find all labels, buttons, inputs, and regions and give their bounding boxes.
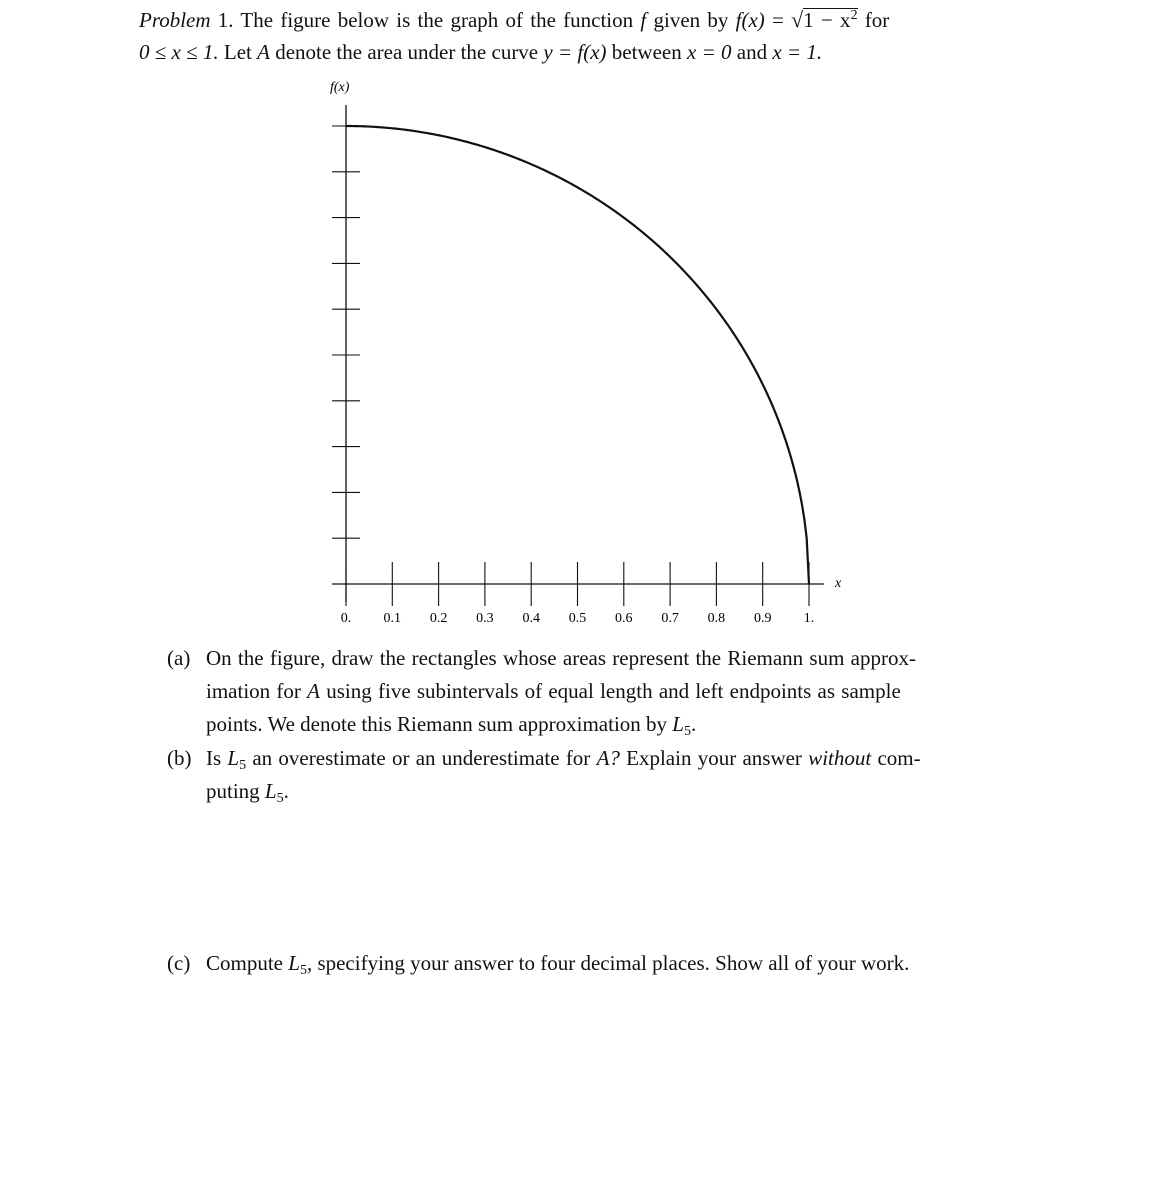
problem-line-2 — [139, 42, 822, 63]
function-notation: f(x) — [735, 8, 765, 32]
problem-label: Problem — [139, 8, 211, 32]
area-description: denote the area under the curve — [275, 40, 539, 64]
x-tick-label: 0.6 — [615, 611, 633, 626]
y-axis-label: f(x) — [330, 80, 350, 95]
sqrt-argument: $1 - x^2$ — [803, 8, 858, 32]
upper-bound: x = 1. — [772, 40, 823, 64]
x-ticks — [341, 562, 815, 626]
part-a-label: (a) — [167, 646, 191, 670]
x-tick-label: 0.1 — [383, 611, 402, 626]
x-tick-label: 0.9 — [753, 611, 772, 626]
part-c-label: (c) — [167, 951, 191, 975]
x-tick-label: 1. — [803, 611, 815, 626]
problem-intro: The figure below is the graph of the function — [240, 8, 634, 32]
curve-equation: y = f(x) — [543, 40, 607, 64]
part-a-line-2: imation for A using five subintervals of equal length and left endpoints as sample — [206, 679, 901, 703]
domain-inequality: 0 ≤ x ≤ 1. — [139, 40, 219, 64]
part-b-label: (b) — [167, 746, 192, 770]
and-text: and — [736, 40, 768, 64]
part-c-line-1: Compute $L_5$, specifying your answer to four decimal places. Show all of your work. — [206, 951, 910, 978]
equals-sign: = — [772, 8, 784, 32]
between-text: between — [611, 40, 682, 64]
function-graph — [320, 75, 860, 635]
x-tick-label: 0.4 — [522, 611, 540, 626]
part-c-text — [206, 951, 910, 978]
part-b-line-2: puting $L_5$. — [206, 779, 289, 806]
part-b-line-1: Is $L_5$ an overestimate or an underestimate for A? Explain your answer without com- — [206, 746, 921, 773]
problem-number: 1. — [217, 8, 234, 32]
for-text: for — [864, 8, 890, 32]
x-tick-label: 0.8 — [707, 611, 726, 626]
let-text: Let — [223, 40, 252, 64]
part-a-text — [206, 646, 916, 739]
lower-bound: x = 0 — [687, 40, 732, 64]
x-tick-label: 0.7 — [661, 611, 679, 626]
axes — [332, 105, 824, 602]
part-a-line-1: On the figure, draw the rectangles whose areas represent the Riemann sum approx- — [206, 646, 916, 670]
x-tick-label: 0. — [340, 611, 352, 626]
problem-line-1 — [139, 8, 889, 31]
function-curve — [346, 126, 809, 584]
area-symbol: A — [257, 40, 270, 64]
function-name: f — [640, 8, 647, 32]
part-b-text — [206, 746, 921, 806]
x-tick-label: 0.3 — [476, 611, 494, 626]
x-tick-label: 0.2 — [429, 611, 448, 626]
x-axis-label: x — [835, 576, 842, 591]
part-a-line-3: points. We denote this Riemann sum approximation by $L_5$. — [206, 712, 697, 739]
given-by-text: given by — [653, 8, 729, 32]
sqrt-radical-icon: √ — [791, 7, 804, 32]
x-tick-label: 0.5 — [568, 611, 587, 626]
